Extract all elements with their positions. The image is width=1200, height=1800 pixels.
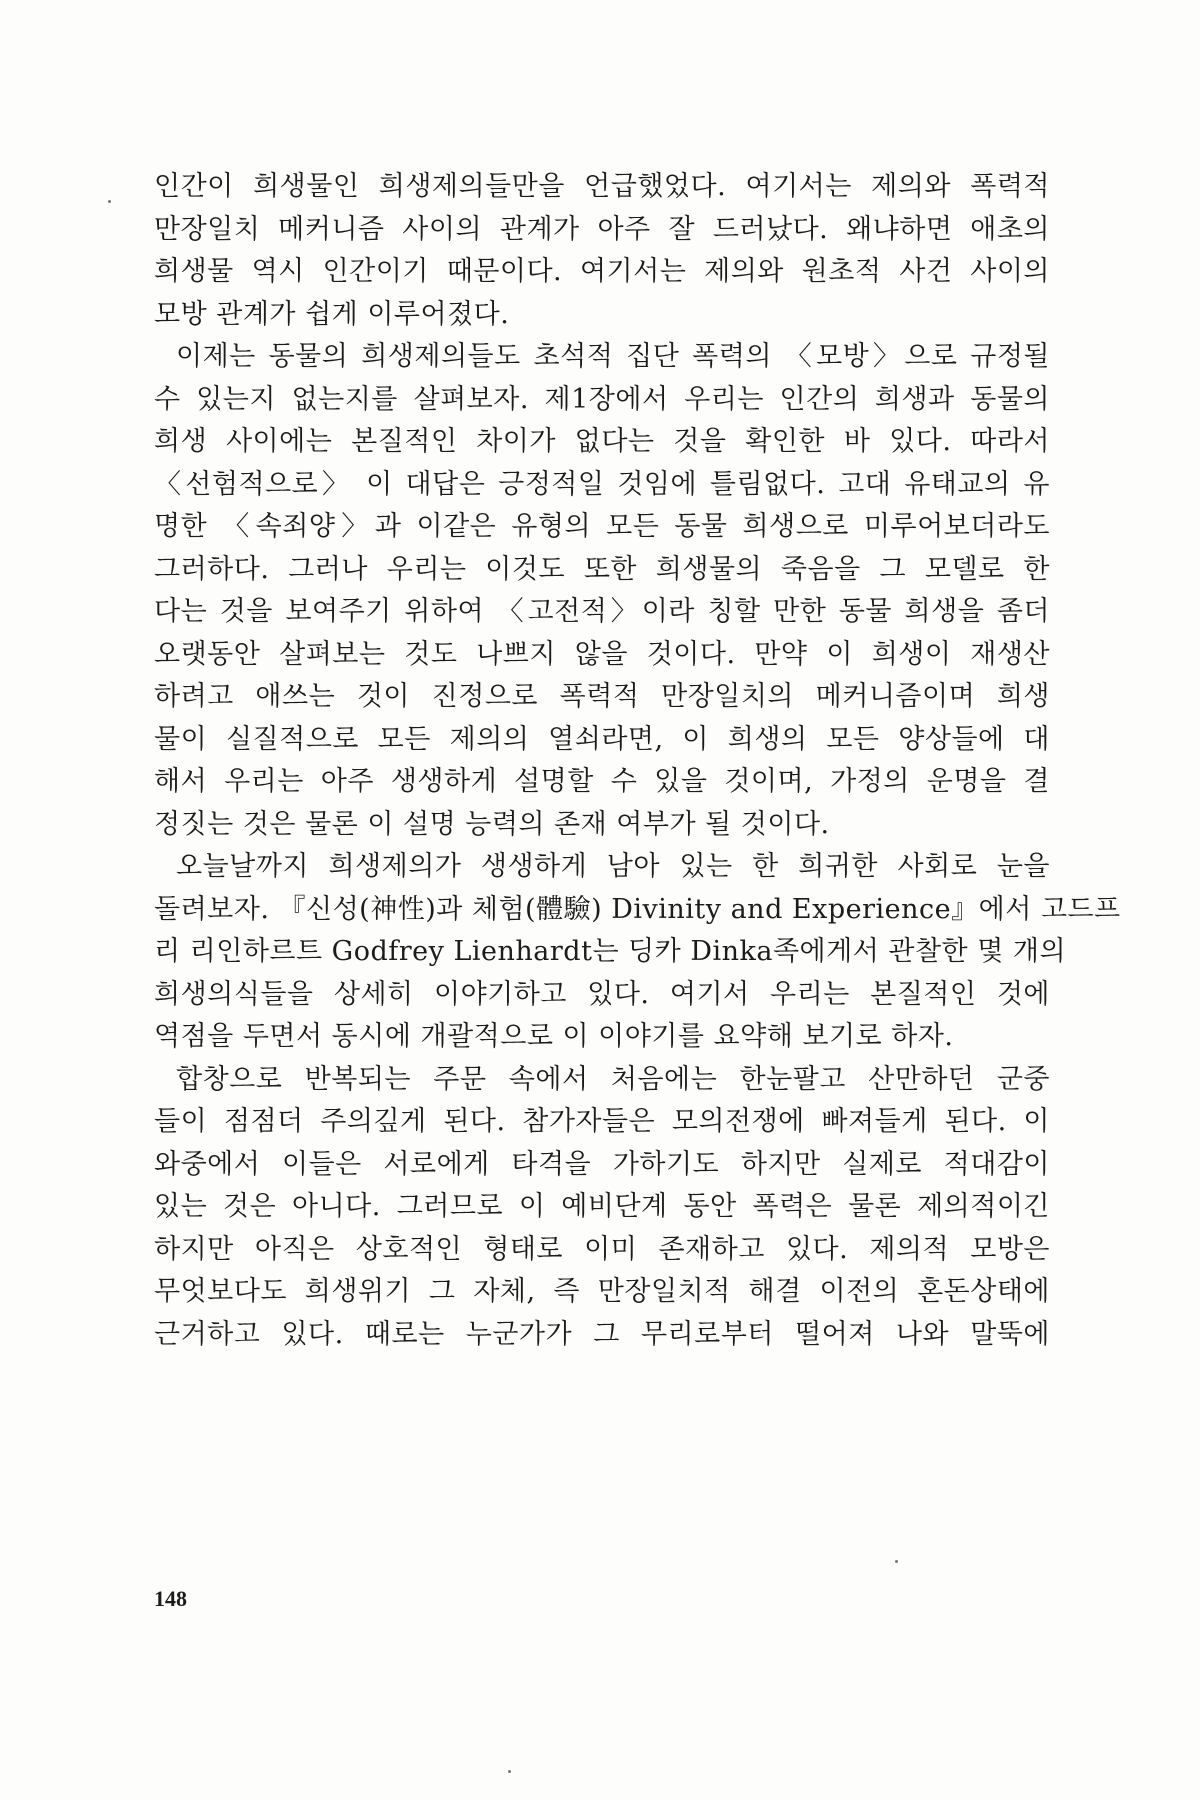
text-line: 모방 관계가 쉽게 이루어졌다. (154, 298, 510, 330)
text-line: 인간이 희생물인 희생제의들만을 언급했었다. 여기서는 제의와 폭력적 (154, 171, 1050, 202)
text-line: 물이 실질적으로 모든 제의의 열쇠라면, 이 희생의 모든 양상들에 대 (154, 723, 1050, 755)
text-line: 이제는 동물의 희생제의들도 초석적 집단 폭력의 〈모방〉으로 규정될 (176, 341, 1050, 372)
text-line: 〈선험적으로〉 이 대답은 긍정적일 것임에 틀림없다. 고대 유태교의 유 (154, 468, 1050, 500)
text-line: 오랫동안 살펴보는 것도 나쁘지 않을 것이다. 만약 이 희생이 재생산 (154, 638, 1050, 670)
text-line: 역점을 두면서 동시에 개괄적으로 이 이야기를 요약해 보기로 하자. (154, 1021, 954, 1052)
text-line: 와중에서 이들은 서로에게 타격을 가하기도 하지만 실제로 적대감이 (154, 1148, 1050, 1180)
text-line: 합창으로 반복되는 주문 속에서 처음에는 한눈팔고 산만하던 군중 (176, 1063, 1050, 1095)
text-line: 명한 〈속죄양〉과 이같은 유형의 모든 동물 희생으로 미루어보더라도 (154, 511, 1050, 542)
text-line: 무엇보다도 희생위기 그 자체, 즉 만장일치적 해결 이전의 혼돈상태에 (154, 1276, 1050, 1307)
scan-speck (108, 200, 111, 203)
text-line: 만장일치 메커니즘 사이의 관계가 아주 잘 드러났다. 왜냐하면 애초의 (154, 213, 1050, 245)
text-line: 그러하다. 그러나 우리는 이것도 또한 희생물의 죽음을 그 모델로 한 (154, 553, 1050, 585)
text-line: 리 리인하르트 Godfrey Lienhardt는 딩카 Dinka족에게서 관찰한 몇 개의 (154, 936, 1067, 967)
text-line: 수 있는지 없는지를 살펴보자. 제1장에서 우리는 인간의 희생과 동물의 (154, 383, 1050, 415)
text-line: 근거하고 있다. 때로는 누군가가 그 무리로부터 떨어져 나와 말뚝에 (154, 1318, 1050, 1350)
text-line: 하지만 아직은 상호적인 형태로 이미 존재하고 있다. 제의적 모방은 (154, 1233, 1050, 1265)
page-number: 148 (154, 1586, 187, 1611)
text-line: 정짓는 것은 물론 이 설명 능력의 존재 여부가 될 것이다. (154, 808, 830, 840)
body-text (154, 166, 1121, 1356)
text-line: 있는 것은 아니다. 그러므로 이 예비단계 동안 폭력은 물론 제의적이긴 (154, 1191, 1050, 1222)
scan-speck (895, 1560, 898, 1563)
text-line: 희생물 역시 인간이기 때문이다. 여기서는 제의와 원초적 사건 사이의 (154, 256, 1050, 287)
text-line: 하려고 애쓰는 것이 진정으로 폭력적 만장일치의 메커니즘이며 희생 (154, 681, 1050, 712)
text-line: 돌려보자. 『신성(神性)과 체험(體驗) Divinity and Experience』에서 고드프 (154, 893, 1121, 925)
scan-speck (508, 1770, 511, 1773)
text-line: 들이 점점더 주의깊게 된다. 참가자들은 모의전쟁에 빠져들게 된다. 이 (154, 1106, 1050, 1137)
text-line: 해서 우리는 아주 생생하게 설명할 수 있을 것이며, 가정의 운명을 결 (154, 766, 1050, 797)
text-line: 희생의식들을 상세히 이야기하고 있다. 여기서 우리는 본질적인 것에 (154, 978, 1050, 1010)
text-line: 다는 것을 보여주기 위하여 〈고전적〉이라 칭할 만한 동물 희생을 좀더 (154, 596, 1050, 627)
text-line: 오늘날까지 희생제의가 생생하게 남아 있는 한 희귀한 사회로 눈을 (176, 851, 1050, 882)
text-line: 희생 사이에는 본질적인 차이가 없다는 것을 확인한 바 있다. 따라서 (154, 426, 1050, 457)
